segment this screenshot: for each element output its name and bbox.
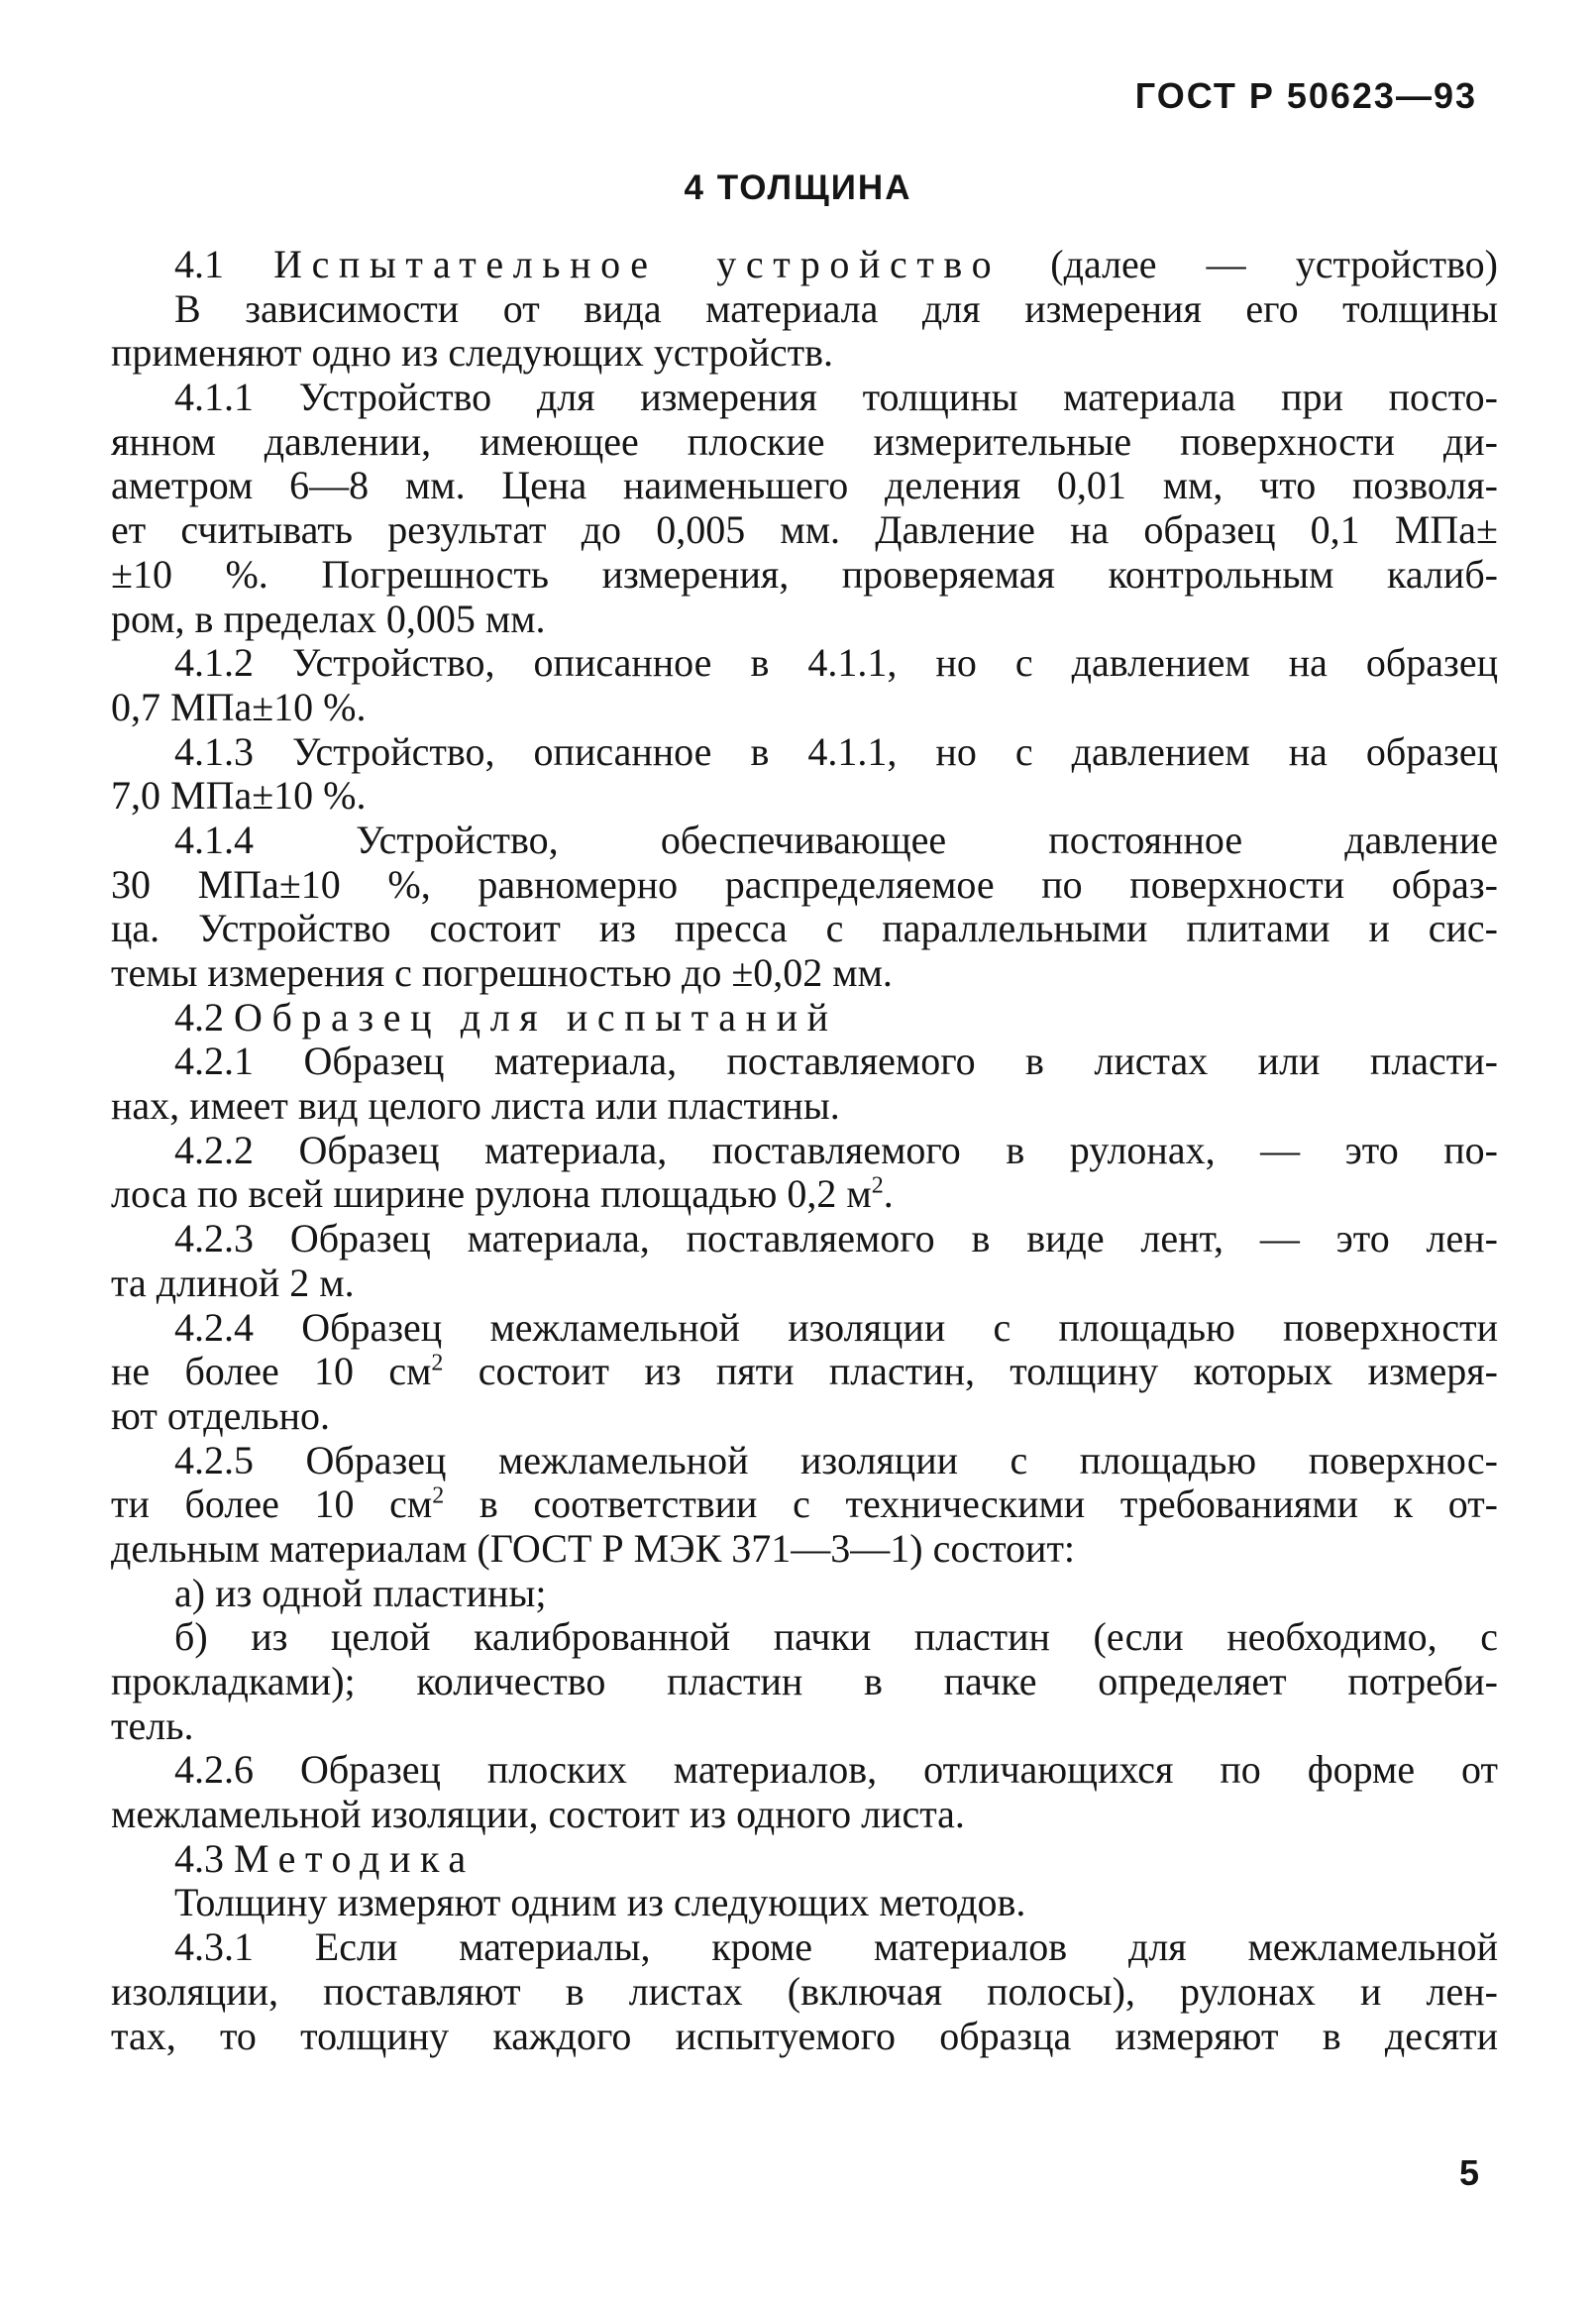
line-text: 4.1.1 Устройство для измерения толщины материала при посто- xyxy=(174,376,1498,420)
text-line xyxy=(111,464,1498,508)
line-text: б) из целой калиброванной пачки пластин (если необходимо, с xyxy=(174,1615,1498,1660)
text-line xyxy=(111,243,1498,287)
line-text: 4.3 xyxy=(174,1836,234,1881)
line-text: (далее — устройство) xyxy=(1001,243,1498,286)
line-text: ца. Устройство состоит из пресса с параллельными плитами и сис- xyxy=(111,907,1498,951)
text-line xyxy=(111,951,1498,996)
text-line xyxy=(111,2015,1498,2059)
line-text: ±10 %. Погрешность измерения, проверяемая контрольным калиб- xyxy=(111,552,1498,597)
text-line xyxy=(111,907,1498,951)
line-text: темы измерения с погрешностью до ±0,02 мм. xyxy=(111,951,893,995)
line-text: а) из одной пластины; xyxy=(174,1571,547,1615)
text-line xyxy=(111,1084,1498,1129)
line-text: дельным материалам (ГОСТ Р МЭК 371—3—1) состоит: xyxy=(111,1526,1076,1571)
line-text: аметром 6—8 мм. Цена наименьшего деления 0,01 мм, что позволя- xyxy=(111,464,1498,508)
text-line xyxy=(111,1527,1498,1572)
text-line xyxy=(111,331,1498,376)
document-code: ГОСТ Р 50623—93 xyxy=(1134,75,1477,116)
text-line xyxy=(111,863,1498,908)
text-line xyxy=(111,996,1498,1041)
body-text xyxy=(111,243,1498,2058)
text-line xyxy=(111,287,1498,332)
text-line xyxy=(111,1925,1498,1970)
text-line xyxy=(111,1261,1498,1306)
text-line xyxy=(111,641,1498,686)
line-text: 4.1.3 Устройство, описанное в 4.1.1, но с давлением на образец xyxy=(174,729,1498,774)
text-line xyxy=(111,1572,1498,1616)
line-text: изоляции, поставляют в листах (включая полосы), рулонах и лен- xyxy=(111,1969,1498,2014)
text-line xyxy=(111,1660,1498,1704)
line-text: Толщину измеряют одним из следующих методов. xyxy=(174,1881,1026,1925)
text-line xyxy=(111,553,1498,598)
section-title: 4 ТОЛЩИНА xyxy=(684,168,912,207)
line-text: не более 10 см xyxy=(111,1350,432,1394)
line-text: ют отдельно. xyxy=(111,1393,330,1438)
page-number: 5 xyxy=(1458,2152,1479,2193)
line-text: ром, в пределах 0,005 мм. xyxy=(111,597,546,641)
line-text: ет считывать результат до 0,005 мм. Давление на образец 0,1 МПа± xyxy=(111,508,1498,553)
line-text: тель. xyxy=(111,1703,194,1748)
text-line xyxy=(111,598,1498,642)
text-line xyxy=(111,1172,1498,1217)
line-text: прокладками); количество пластин в пачке определяет потреби- xyxy=(111,1660,1498,1703)
text-line xyxy=(111,1482,1498,1527)
text-line xyxy=(111,1837,1498,1882)
text-line xyxy=(111,1970,1498,2015)
line-text: 0,7 МПа±10 %. xyxy=(111,685,367,729)
line-text: ти более 10 см xyxy=(111,1482,433,1527)
line-text: 7,0 МПа±10 %. xyxy=(111,774,367,819)
line-text: лоса по всей ширине рулона площадью 0,2 м xyxy=(111,1172,872,1217)
superscript: 2 xyxy=(871,1173,884,1200)
text-line xyxy=(111,774,1498,819)
text-line xyxy=(111,1439,1498,1483)
text-line xyxy=(111,1217,1498,1261)
line-text: 4.1.2 Устройство, описанное в 4.1.1, но с давлением на образец xyxy=(174,641,1498,686)
line-text: межламельной изоляции, состоит из одного листа. xyxy=(111,1793,965,1837)
line-text: 4.2.4 Образец межламельной изоляции с площадью поверхности xyxy=(174,1305,1498,1350)
line-text: 4.1 xyxy=(174,243,274,286)
text-line xyxy=(111,730,1498,775)
line-text: в соответствии с техническими требованиями к от- xyxy=(444,1482,1498,1527)
superscript: 2 xyxy=(432,1482,445,1509)
line-text: та длиной 2 м. xyxy=(111,1260,355,1305)
line-text: тах, то толщину каждого испытуемого образца измеряют в десяти xyxy=(111,2014,1498,2058)
line-text: 4.1.4 Устройство, обеспечивающее постоянное давление xyxy=(174,818,1498,862)
line-text: 4.2 xyxy=(174,995,234,1040)
text-line xyxy=(111,1040,1498,1084)
text-line xyxy=(111,686,1498,730)
line-text: состоит из пяти пластин, толщину которых измеря- xyxy=(443,1350,1498,1394)
line-text: 4.3.1 Если материалы, кроме материалов для межламельной xyxy=(174,1925,1498,1970)
line-text: 4.2.2 Образец материала, поставляемого в рулонах, — это по- xyxy=(174,1128,1498,1172)
line-text: . xyxy=(883,1172,894,1217)
text-line xyxy=(111,1881,1498,1925)
text-line xyxy=(111,376,1498,420)
text-line xyxy=(111,1306,1498,1351)
line-text: 4.2.5 Образец межламельной изоляции с площадью поверхнос- xyxy=(174,1438,1498,1482)
text-line xyxy=(111,508,1498,553)
superscript: 2 xyxy=(431,1350,444,1376)
text-line xyxy=(111,1615,1498,1660)
spaced-heading: Методика xyxy=(234,1836,476,1881)
line-text: применяют одно из следующих устройств. xyxy=(111,331,833,376)
line-text: В зависимости от вида материала для измерения его толщины xyxy=(174,286,1498,331)
line-text: 4.2.1 Образец материала, поставляемого в листах или пласти- xyxy=(174,1040,1498,1084)
line-text: янном давлении, имеющее плоские измерительные поверхности ди- xyxy=(111,419,1498,464)
text-line xyxy=(111,1793,1498,1837)
text-line xyxy=(111,1704,1498,1749)
text-line xyxy=(111,1129,1498,1173)
text-line xyxy=(111,1394,1498,1439)
line-text: 4.2.6 Образец плоских материалов, отличающихся по форме от xyxy=(174,1748,1498,1793)
line-text: 4.2.3 Образец материала, поставляемого в виде лент, — это лен- xyxy=(174,1217,1498,1261)
line-text: 30 МПа±10 %, равномерно распределяемое по поверхности образ- xyxy=(111,862,1498,907)
text-line xyxy=(111,1350,1498,1394)
spaced-heading: Образец для испытаний xyxy=(234,995,838,1040)
text-line xyxy=(111,1748,1498,1793)
text-line xyxy=(111,420,1498,465)
line-text: нах, имеет вид целого листа или пластины. xyxy=(111,1084,840,1129)
spaced-heading: Испытательное устройство xyxy=(273,243,1002,286)
text-line xyxy=(111,819,1498,863)
